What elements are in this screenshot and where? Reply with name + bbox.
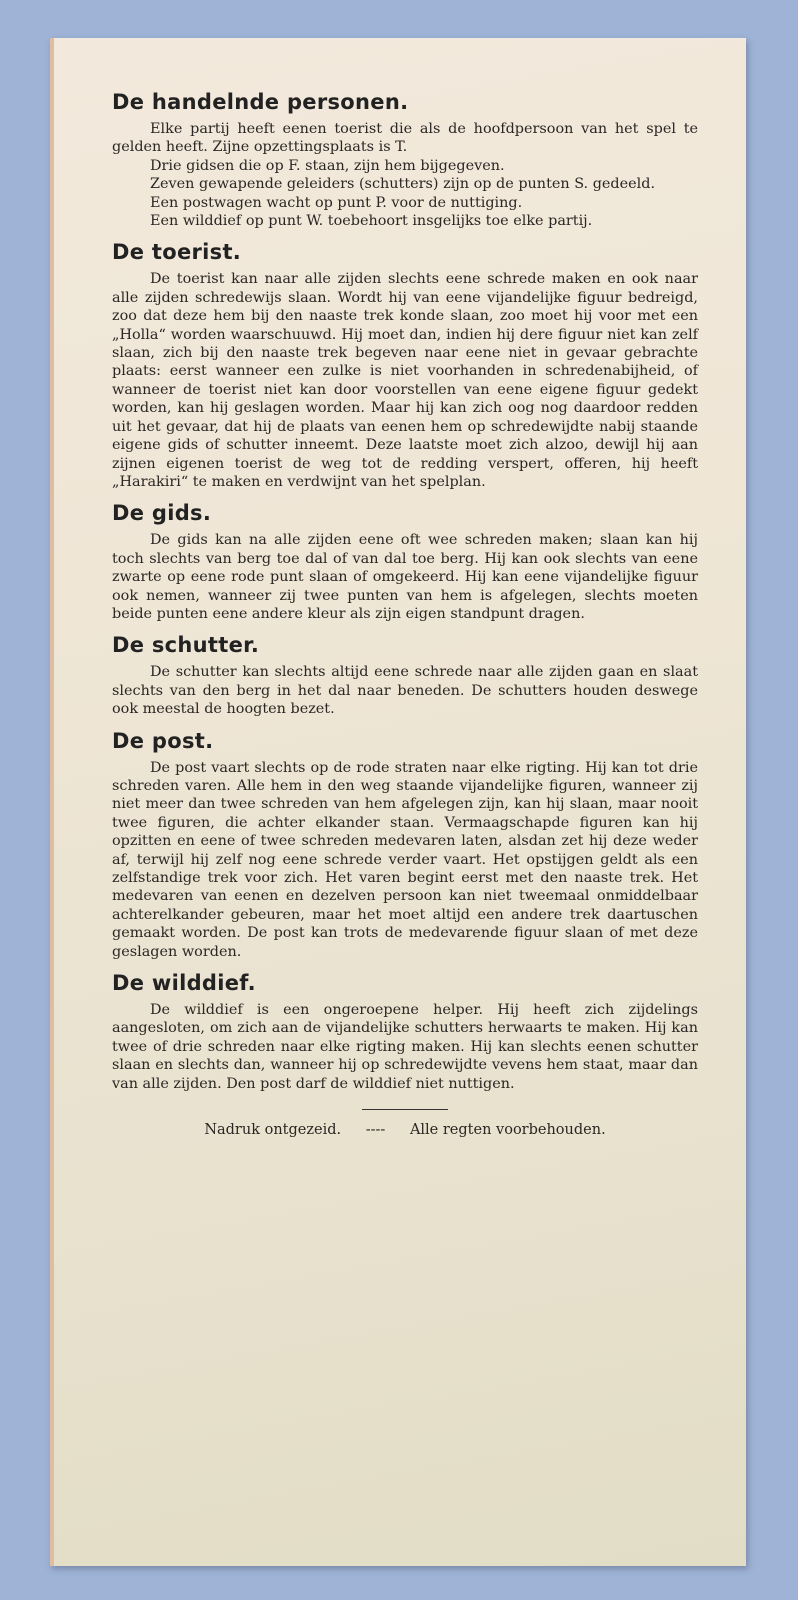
paragraph: Zeven gewapende geleiders (schutters) zijn op de punten S. gedeeld. [150,176,656,193]
paragraph: De gids kan na alle zijden eene oft wee schreden maken; slaan kan hij toch slechts van berg toe dal of van dal toe berg. Hij kan ook slechts van eene zwarte op eene rode punt slaan of omgekeerd. Hij kan eene vijandelijke figuur ook nemen, wanneer zij twee punten van hem is afgelegen, slechts moeten beide punten eene andere kleur als zijn eigen standpunt dragen. [112,532,698,622]
rules-sheet [50,38,746,1566]
section-wilddief [112,971,698,1093]
section-title: De handelnde personen. [112,90,409,114]
paragraph: Elke partij heeft eenen toerist die als de hoofdpersoon van het spel te gelden heeft. Zijne opzettingsplaats is T. [112,121,698,156]
section-handelnde-personen [112,90,698,230]
section-toerist [112,240,698,491]
section-title: De post. [112,728,214,753]
section-gids [112,501,698,623]
footer-separator: ---- [365,1122,386,1139]
section-title: De toerist. [112,240,242,265]
paragraph: Een wilddief op punt W. toebehoort insgelijks toe elke partij. [150,213,593,230]
paragraph: Een postwagen wacht op punt P. voor de nuttiging. [150,194,523,211]
paragraph: De wilddief is een ongeroepene helper. Hij heeft zich zijdelings aangesloten, om zich aan de vijandelijke schutters herwaarts te maken. Hij kan twee of drie schreden naar elke rigting maken. Hij kan slechts eenen schutter slaan en slechts dan, wanneer hij op schredewijdte vevens hem staat, maar dan van alle zijden. Den post darf de wilddief niet nuttigen. [112,1002,698,1092]
section-title: De gids. [112,501,212,526]
paragraph: De post vaart slechts op de rode straten naar elke rigting. Hij kan tot drie schreden varen. Alle hem in den weg staande vijandelijke figuren, wanneer zij niet meer dan twee schreden van hem afgelegen zijn, kan hij slaan, maar nooit twee figuren, die achter elkander staan. Vermaagschapde figuren kan hij opzitten en eene of twee schreden medevaren laten, alsdan zet hij deze weder af, terwijl hij zelf nog eene schrede verder vaart. Het opstijgen geldt als een zelfstandige trek voor zich. Het varen begint eerst met den naaste trek. Het medevaren van eenen en dezelven persoon kan niet tweemaal onmiddelbaar achterelkander gebeuren, maar het moet altijd een andere trek daartuschen gemaakt worden. De post kan trots de medevarende figuur slaan of met deze geslagen worden. [112,759,698,960]
footer-left: Nadruk ontgezeid. [204,1122,342,1139]
section-title: De wilddief. [112,971,256,996]
section-schutter [112,633,698,718]
paragraph: De schutter kan slechts altijd eene schrede naar alle zijden gaan en slaat slechts van den berg in het dal naar beneden. De schutters houden deswege ook meestal de hoogten bezet. [112,664,698,718]
footer-right: Alle regten voorbehouden. [409,1122,606,1139]
paragraph: De toerist kan naar alle zijden slechts eene schrede maken en ook naar alle zijden schredewijs slaan. Wordt hij van eene vijandelijke figuur bedreigd, zoo dat deze hem bij den naaste trek konde slaan, zoo moet hij voor met een „Holla“ worden waarschuuwd. Hij moet dan, indien hij dere figuur niet kan zelf slaan, zich bij den naaste trek begeven naar eene niet in gevaar gebrachte plaats: eerst wanneer een zulke is niet voorhanden in schredenabijheid, of wanneer de toerist niet kan door voorstellen van eene eigene figuur gedekt worden, kan hij geslagen worden. Maar hij kan zich oog nog daardoor redden uit het gevaar, dat hij de plaats van eenen hem op schredewijdte nabij staande eigene gids of schutter inneemt. Deze laatste moet zich alzoo, dewijl hij aan zijnen eigenen toerist de weg tot de redding verspert, offeren, hij heeft „Harakiri“ te maken en verdwijnt van het spelplan. [112,271,698,490]
section-title: De schutter. [112,633,260,658]
paragraph: Drie gidsen die op F. staan, zijn hem bijgegeven. [150,157,505,174]
footer-divider [362,1109,448,1110]
footer [112,1122,698,1138]
section-post [112,729,698,961]
